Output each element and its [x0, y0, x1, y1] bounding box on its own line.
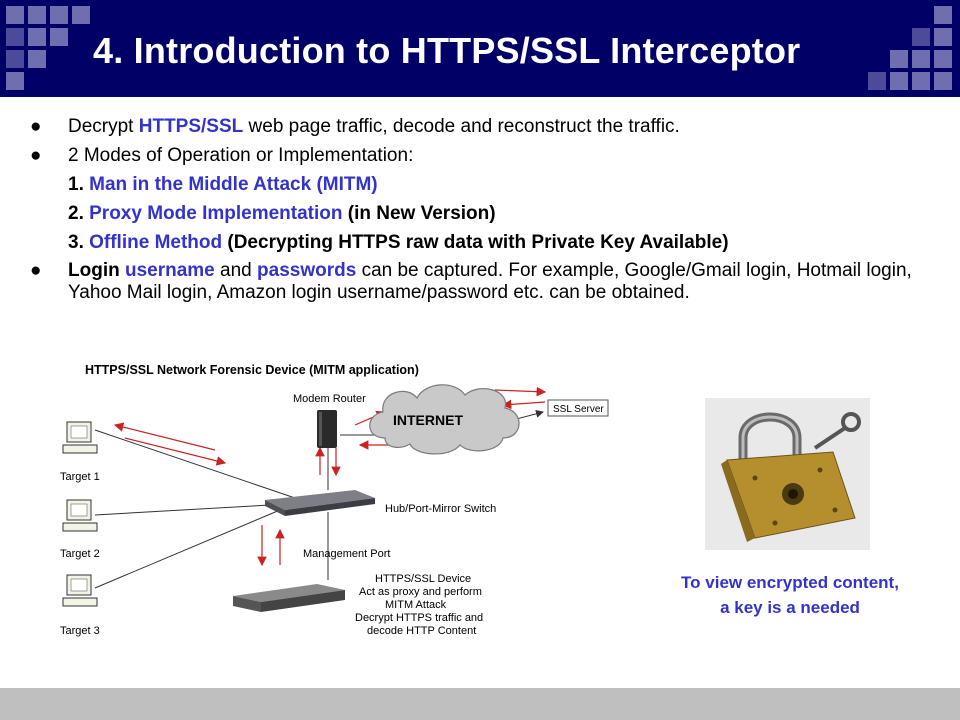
diagram-title: HTTPS/SSL Network Forensic Device (MITM application): [85, 363, 419, 377]
decor-square: [934, 72, 952, 90]
target-computer-icon: [63, 500, 97, 531]
mode-item: [30, 231, 935, 255]
decor-square: [28, 50, 46, 68]
device-line: Decrypt HTTPS traffic and: [355, 612, 484, 624]
mode-note: (in New Version): [342, 203, 496, 224]
image-caption: [620, 570, 960, 620]
switch-label: Hub/Port-Mirror Switch: [385, 503, 497, 515]
decor-square: [50, 28, 68, 46]
decor-square: [890, 72, 908, 90]
mode-item: [30, 173, 935, 197]
bullet-item: [30, 144, 935, 168]
device-line: HTTPS/SSL Device: [375, 573, 472, 585]
traffic-arrow: [115, 425, 215, 450]
decor-square: [6, 50, 24, 68]
mode-item: [30, 202, 935, 226]
decor-square: [6, 28, 24, 46]
mode-name: Offline Method: [89, 232, 223, 253]
bullet-dot: ●: [30, 116, 42, 137]
target-computer-icon: [63, 422, 97, 453]
decor-square: [28, 28, 46, 46]
caption-line: To view encrypted content,: [681, 573, 899, 592]
title-bar: [0, 0, 960, 97]
bullet-highlight: passwords: [257, 260, 357, 281]
decor-square: [72, 6, 90, 24]
traffic-arrow: [125, 438, 225, 463]
mode-number: 3.: [68, 232, 90, 253]
device-line: decode HTTP Content: [367, 625, 477, 637]
decor-square: [912, 50, 930, 68]
footer-bar: [0, 688, 960, 720]
bullet-dot: ●: [30, 145, 42, 166]
target-label: Target 3: [60, 625, 100, 637]
modem-router-label: Modem Router: [293, 393, 366, 405]
network-diagram: [55, 350, 665, 670]
slide-title: 4. Introduction to HTTPS/SSL Interceptor: [93, 30, 801, 71]
bullet-keyword: Login: [68, 260, 120, 281]
decor-square: [934, 6, 952, 24]
bullet-text: web page traffic, decode and reconstruct the traffic.: [243, 116, 680, 137]
mode-number: 1.: [68, 174, 90, 195]
internet-label: INTERNET: [393, 412, 463, 428]
decor-square: [912, 28, 930, 46]
target-label: Target 1: [60, 471, 100, 483]
management-port-label: Management Port: [303, 548, 391, 560]
decor-square: [6, 72, 24, 90]
decor-square: [868, 72, 886, 90]
mode-name: Proxy Mode Implementation: [89, 203, 343, 224]
bullet-dot: ●: [30, 260, 42, 281]
padlock-image: [705, 398, 870, 550]
traffic-arrow: [495, 390, 545, 392]
mode-note: (Decrypting HTTPS raw data with Private Key Available): [222, 232, 729, 253]
device-line: Act as proxy and perform: [359, 586, 482, 598]
mode-name: Man in the Middle Attack (MITM): [89, 174, 378, 195]
decor-square: [50, 6, 68, 24]
target-label: Target 2: [60, 548, 100, 560]
caption-line: a key is a needed: [720, 598, 860, 617]
interceptor-device-icon: [233, 584, 345, 612]
bullet-text: 2 Modes of Operation or Implementation:: [68, 145, 414, 166]
link-line: [95, 505, 270, 515]
mode-number: 2.: [68, 203, 90, 224]
bullet-list: [30, 115, 935, 309]
bullet-text: Decrypt: [68, 116, 139, 137]
bullet-text: can be captured. For example, Google/Gmail login, Hotmail login, Yahoo Mail login, Amazon login username/password etc. can be obtained.: [68, 260, 912, 303]
decor-square: [28, 6, 46, 24]
decor-square: [6, 6, 24, 24]
link-line: [95, 430, 295, 498]
ssl-server-label: SSL Server: [553, 404, 604, 415]
bullet-highlight: HTTPS/SSL: [138, 116, 244, 137]
bullet-highlight: username: [124, 260, 215, 281]
decor-square: [934, 28, 952, 46]
device-line: MITM Attack: [385, 599, 447, 611]
link-line: [95, 510, 280, 588]
decor-square: [912, 72, 930, 90]
decor-square: [934, 50, 952, 68]
bullet-text: and: [214, 260, 258, 281]
traffic-arrow: [503, 402, 545, 405]
decor-square: [890, 50, 908, 68]
target-computer-icon: [63, 575, 97, 606]
bullet-item: [30, 115, 935, 139]
padlock-icon: [705, 398, 870, 550]
bullet-item: [30, 260, 935, 304]
modem-router-icon: [317, 410, 337, 448]
